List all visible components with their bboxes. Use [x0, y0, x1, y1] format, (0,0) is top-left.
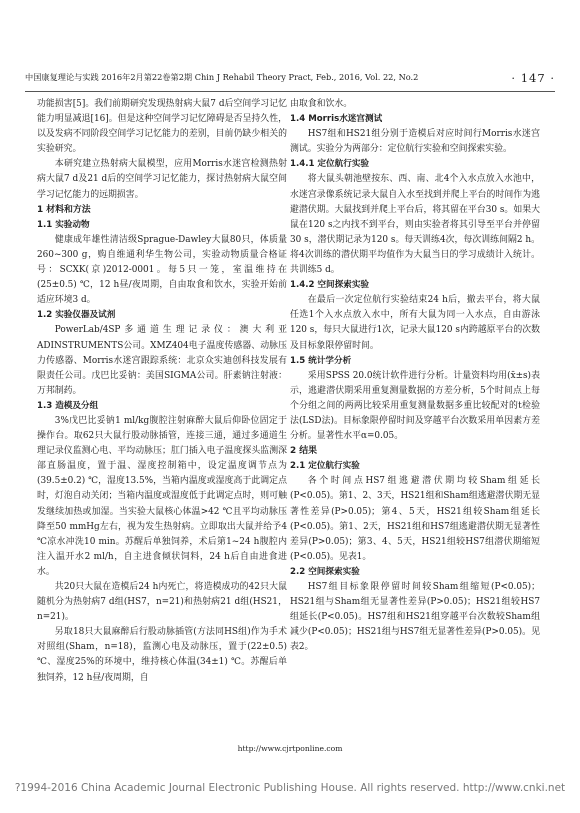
- body-paragraph: 本研究建立热射病大鼠模型，应用Morris水迷宫检测热射病大鼠7 d及21 d后的空间学习记忆能力，探讨热射病大鼠空间学习记忆能力的远期损害。: [37, 159, 287, 200]
- page-number: · 147 ·: [511, 71, 555, 85]
- body-paragraph: PowerLab/4SP多通道生理记录仪：澳大利亚ADINSTRUMENTS公司。XMZ404电子温度传感器、动脉压力传感器、Morris水迷宫跟踪系统：北京众实迪创科技发展有限责任公司。戊巴比妥钠：美国SIGMA公司。肝素钠注射液：万邦制药。: [37, 325, 287, 396]
- body-paragraph: 功能损害[5]。我们前期研究发现热射病大鼠7 d后空间学习记忆能力明显减退[16]。但是这种空间学习记忆障碍是否呈持久性，以及发病不同阶段空间学习记忆能力的差别，目前仍缺少相关的实验研究。: [37, 99, 287, 155]
- body-paragraph: 共20只大鼠在造模后24 h内死亡，将造模成功的42只大鼠随机分为热射病7 d组(HS7，n=21)和热射病21 d组(HS21，n=21)。: [37, 582, 287, 623]
- body-paragraph: 各个时间点HS7组逃避潜伏期均较Sham组延长(P<0.05)。第1、2、3天，HS21组和Sham组逃避潜伏期无显著性差异(P>0.05)；第4、5天，HS21组较Sham组延长(P<0.05)。第1、2天，HS21组和HS7组逃避潜伏期无显著性差异(P>0.05)；第3、4、5天，HS21组较HS7组潜伏期缩短(P<0.05)。见表1。: [290, 476, 540, 562]
- body-paragraph: HS7组目标象限停留时间较Sham组缩短(P<0.05)；HS21组与Sham组无显著性差异(P>0.05)；HS21组较HS7组延长(P<0.05)。HS7组和HS21组穿越平台次数较Sham组减少(P<0.05)；HS21组与HS7组无显著性差异(P>0.05)。见表2。: [290, 582, 540, 653]
- subsection-heading: 2.2 空间探索实验: [290, 566, 360, 577]
- body-paragraph: 另取18只大鼠麻醉后行股动脉插管(方法同HS组)作为手术对照组(Sham，n=18)，监测心电及动脉压，置于(22±0.5) ℃、湿度25%的环境中，维持核心体温(34±1) ℃。苏醒后单独饲养，12 h昼/夜周期，自: [37, 627, 287, 683]
- header-rule: [25, 91, 555, 92]
- subsection-heading: 2.1 定位航行实验: [290, 461, 360, 472]
- right-column: [290, 97, 540, 655]
- body-paragraph: 在最后一次定位航行实验结束24 h后，撤去平台，将大鼠任选1个入水点放入水中，所有大鼠为同一入水点，自由游泳120 s，每只大鼠进行1次，记录大鼠120 s内跨越原平台的次数及目标象限停留时间。: [290, 295, 540, 351]
- subsection-heading: 1.4 Morris水迷宫测试: [290, 114, 383, 125]
- left-column: [37, 97, 287, 686]
- copyright-footer: ?1994-2016 China Academic Journal Electronic Publishing House. All rights reserved. http://www.cnki.net: [14, 782, 566, 794]
- page-url: http://www.cjrtponline.com: [237, 744, 343, 753]
- body-paragraph: 3%戊巴比妥钠1 ml/kg腹腔注射麻醉大鼠后仰卧位固定于操作台。取62只大鼠行股动脉插管，连接三通，通过多通道生理记录仪监测心电、平均动脉压；肛门插入电子温度探头监测深部直肠温度，置于温、湿度控制箱中，设定温度调节点为(39.5±0.2) ℃，湿度13.5%，当箱内温度或湿度高于此调定点时，灯泡自动关闭；当箱内温度或湿度低于此调定点时，则可触发继续加热或加湿。当实验大鼠核心体温>42 ℃且平均动脉压降至50 mmHg左右，视为发生热射病。立即取出大鼠并给予4 ℃凉水冲洗10 min。苏醒后单独饲养，术后第1~24 h腹腔内注入温开水2 ml/h，自主进食倾状饲料，24 h后自由进食进水。: [37, 415, 287, 577]
- subsection-heading: 1.1 实验动物: [37, 219, 90, 230]
- subsection-heading: 1.5 统计学分析: [290, 355, 352, 366]
- section-heading: 2 结果: [290, 446, 318, 457]
- body-paragraph: 将大鼠头朝池壁按东、西、南、北4个入水点放入水池中，水迷宫录像系统记录大鼠自入水至找到并爬上平台的时间作为逃避潜伏期。大鼠找到并爬上平台后，将其留在平台30 s。如果大鼠在120 s之内找不到平台，则由实验者将其引导至平台并停留30 s，潜伏期记录为120 s。每天训练4次，每次训练间隔2 h。将4次训练的潜伏期平均值作为大鼠当日的学习成绩计入统计。共训练5 d。: [290, 174, 540, 276]
- subsection-heading: 1.3 造模及分组: [37, 400, 99, 411]
- body-paragraph: HS7组和HS21组分别于造模后对应时间行Morris水迷宫测试。实验分为两部分：定位航行实验和空间探索实验。: [290, 129, 540, 155]
- section-heading: 1 材料和方法: [37, 204, 91, 215]
- subsection-heading: 1.2 实验仪器及试剂: [37, 310, 116, 321]
- body-paragraph: 由取食和饮水。: [290, 99, 353, 109]
- body-paragraph: 采用SPSS 20.0统计软件进行分析。计量资料均用(x̄±s)表示，逃避潜伏期采用重复测量数据的方差分析，5个时间点上每个分组之间的两两比较采用重复测量数据多重比较配对的t检验法(LSD法)。目标象限停留时间及穿越平台次数采用单因素方差分析。显著性水平α=0.05。: [290, 370, 540, 442]
- running-header: [25, 72, 555, 88]
- subsection-heading: 1.4.2 空间探索实验: [290, 280, 370, 291]
- body-paragraph: 健康成年雄性清洁级Sprague-Dawley大鼠80只，体质量260~300 g，购自维通利华生物公司，实验动物质量合格证号：SCXK(京)2012-0001。每5只一笼，室温维持在(25±0.5) ℃，12 h昼/夜周期，自由取食和饮水，实验开始前适应环境3 d。: [37, 234, 287, 306]
- journal-citation: 中国康复理论与实践 2016年2月第22卷第2期 Chin J Rehabil Theory Pract, Feb., 2016, Vol. 22, No.2: [25, 72, 419, 82]
- subsection-heading: 1.4.1 定位航行实验: [290, 159, 370, 170]
